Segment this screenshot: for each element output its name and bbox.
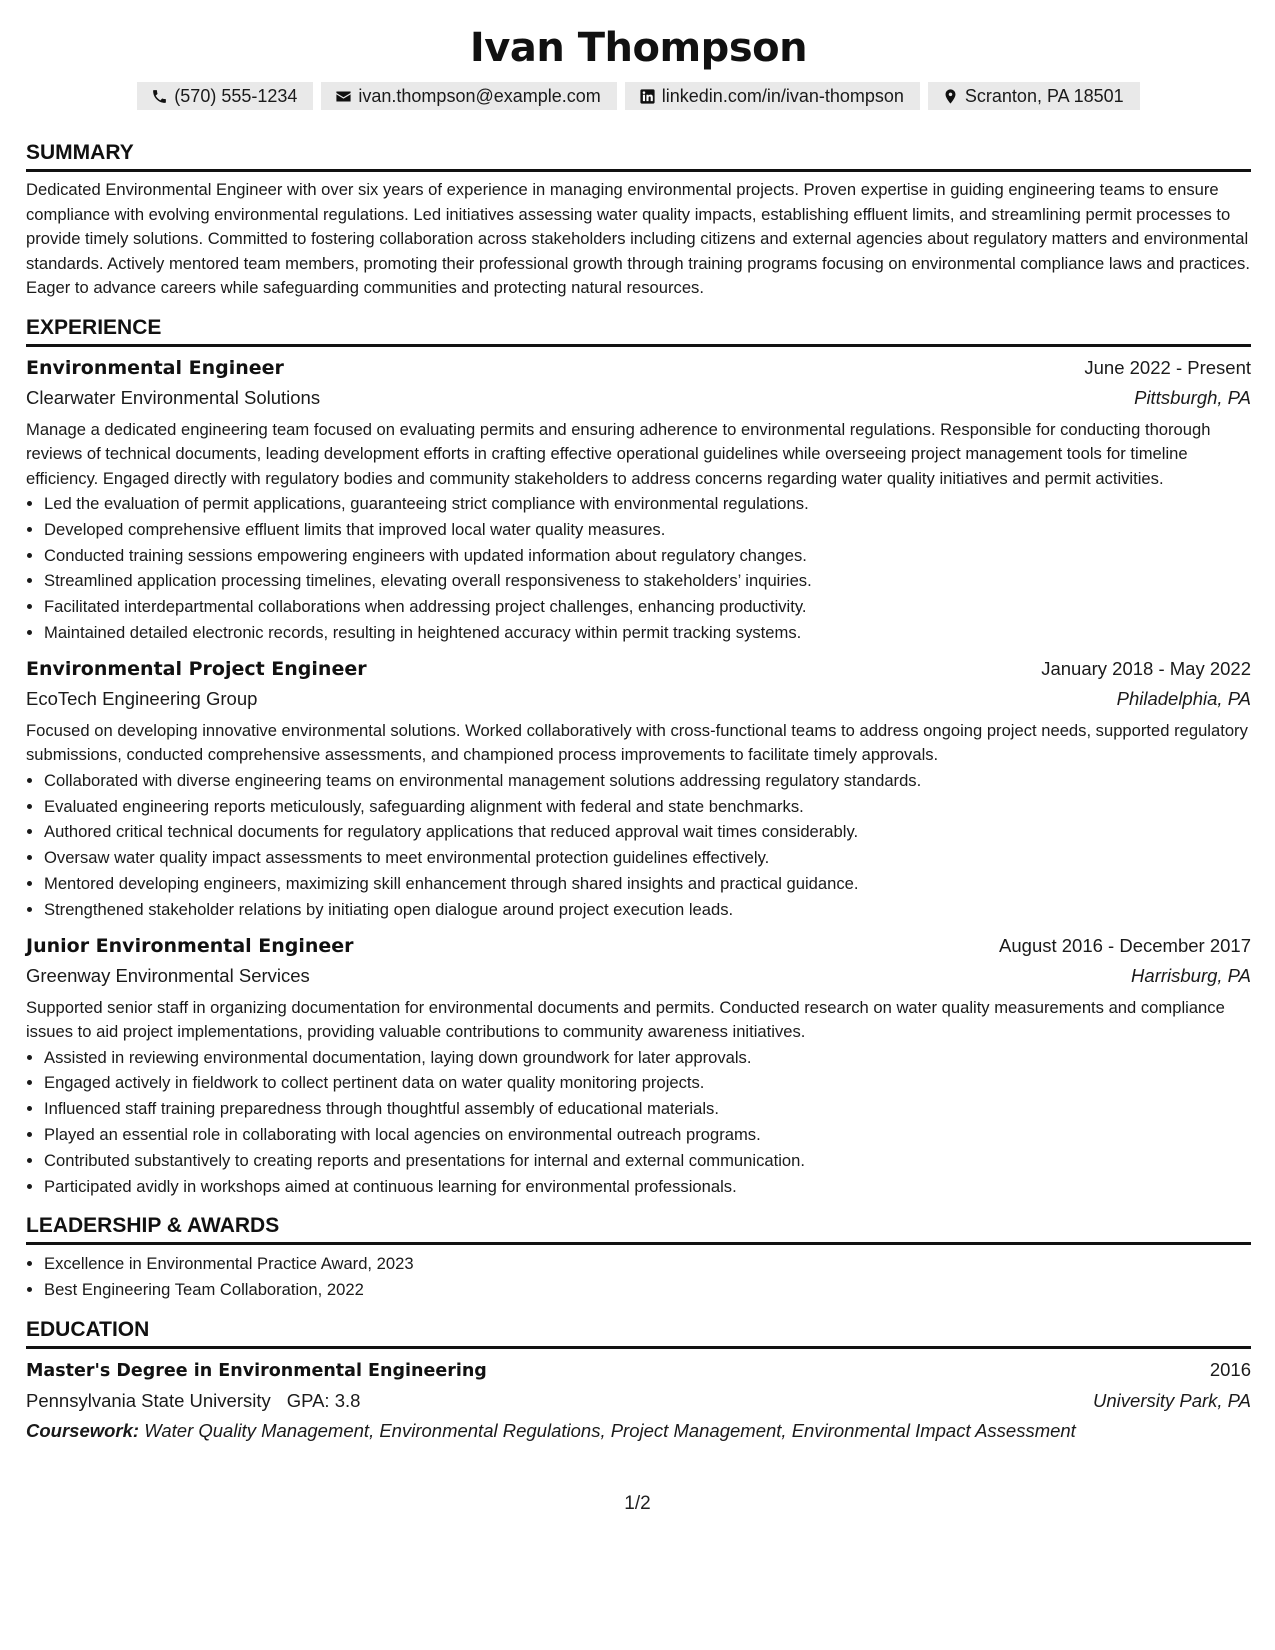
- bullet-item: • Oversaw water quality impact assessments to meet environmental protection guidelines effectively.: [44, 845, 1251, 871]
- job-description: Manage a dedicated engineering team focused on evaluating permits and ensuring adherence to environmental regulations. Responsible for conducting thorough reviews of technical documents, leading development efforts in crafting effective operational guidelines while overseeing project management tools for timeline efficiency. Engaged directly with regulatory bodies and community stakeholders to address concerns regarding water quality initiatives and permit activities.: [26, 419, 1211, 488]
- gpa: GPA: 3.8: [286, 1389, 361, 1411]
- job-company: EcoTech Engineering Group: [26, 687, 258, 709]
- experience-heading: EXPERIENCE: [26, 315, 1251, 347]
- bullet-item: • Led the evaluation of permit applications, guaranteeing strict compliance with environmental regulations.: [44, 491, 1251, 517]
- bullet-item: • Played an essential role in collaborating with local agencies on environmental outreach programs.: [44, 1122, 1251, 1148]
- job-entry: [26, 353, 1251, 646]
- coursework-list: Water Quality Management, Environmental Regulations, Project Management, Environmental Impact Assessment: [144, 1419, 1076, 1441]
- map-marker-icon: [942, 88, 959, 105]
- job-company: Clearwater Environmental Solutions: [26, 386, 321, 408]
- bullet-item: • Strengthened stakeholder relations by initiating open dialogue around project execution leads.: [44, 897, 1251, 923]
- awards-list: [26, 1251, 1251, 1303]
- job-title: Environmental Project Engineer: [26, 657, 367, 680]
- job-description: Supported senior staff in organizing documentation for environmental documents and permits. Conducted research on water quality measurements and compliance issues to aid project implementations, providing valuable contributions to community awareness initiatives.: [26, 997, 1225, 1042]
- contact-phone[interactable]: [137, 82, 313, 110]
- job-dates: August 2016 - December 2017: [999, 934, 1251, 956]
- education-section: [26, 1317, 1251, 1446]
- bullet-item: • Streamlined application processing timelines, elevating overall responsiveness to stakeholders’ inquiries.: [44, 568, 1251, 594]
- contact-bar: [26, 82, 1251, 110]
- bullet-item: • Collaborated with diverse engineering teams on environmental management solutions addressing regulatory standards.: [44, 768, 1251, 794]
- page-number: 1/2: [624, 1493, 651, 1514]
- summary-heading: SUMMARY: [26, 140, 1251, 172]
- phone-text: (570) 555-1234: [174, 86, 298, 106]
- contact-linkedin[interactable]: [625, 82, 920, 110]
- school-line: [26, 1386, 360, 1416]
- bullet-item: • Evaluated engineering reports meticulously, safeguarding alignment with federal and state benchmarks.: [44, 794, 1251, 820]
- candidate-name: Ivan Thompson: [469, 25, 808, 71]
- job-dates: January 2018 - May 2022: [1041, 657, 1251, 679]
- job-title: Junior Environmental Engineer: [26, 934, 354, 957]
- leadership-section: [26, 1213, 1251, 1303]
- location-text: Scranton, PA 18501: [964, 86, 1124, 106]
- summary-text: Dedicated Environmental Engineer with over six years of experience in managing environmental projects. Proven expertise in guiding engineering teams to ensure compliance with evolving environmental regulations. Led initiatives assessing water quality impacts, establishing effluent limits, and streamlining permit processes to provide timely solutions. Committed to fostering collaboration across stakeholders including citizens and external agencies about regulatory matters and environmental standards. Actively mentored team members, promoting their professional growth through training programs focusing on environmental compliance laws and practices. Eager to advance careers while safeguarding communities and protecting natural resources.: [26, 180, 1250, 297]
- job-title: Environmental Engineer: [26, 356, 284, 379]
- job-description: Focused on developing innovative environmental solutions. Worked collaboratively with cross-functional teams to address ongoing project needs, supported regulatory submissions, conducted comprehensive assessments, and championed process improvements to facilitate timely approvals.: [26, 720, 1248, 765]
- job-entry: [26, 931, 1251, 1200]
- job-location: Pittsburgh, PA: [1134, 386, 1251, 408]
- job-dates: June 2022 - Present: [1084, 356, 1251, 378]
- bullet-item: • Facilitated interdepartmental collaborations when addressing project challenges, enhancing productivity.: [44, 594, 1251, 620]
- coursework: [26, 1416, 1251, 1446]
- job-entry: [26, 654, 1251, 923]
- envelope-icon: [335, 88, 352, 105]
- degree-title: Master's Degree in Environmental Engineering: [26, 1360, 487, 1381]
- bullet-item: • Contributed substantively to creating reports and presentations for internal and external communication.: [44, 1148, 1251, 1174]
- experience-section: [26, 315, 1251, 1200]
- bullet-item: • Engaged actively in fieldwork to collect pertinent data on water quality monitoring projects.: [44, 1070, 1251, 1096]
- job-location: Harrisburg, PA: [1131, 964, 1251, 986]
- linkedin-text: linkedin.com/in/ivan-thompson: [661, 86, 904, 106]
- resume-page: [26, 18, 1251, 1460]
- school-location: University Park, PA: [1093, 1389, 1251, 1411]
- school-name: Pennsylvania State University: [26, 1389, 271, 1411]
- bullet-item: • Conducted training sessions empowering engineers with updated information about regulatory changes.: [44, 543, 1251, 569]
- bullet-item: • Participated avidly in workshops aimed at continuous learning for environmental professionals.: [44, 1174, 1251, 1200]
- bullet-item: • Mentored developing engineers, maximizing skill enhancement through shared insights and practical guidance.: [44, 871, 1251, 897]
- linkedin-icon: [639, 88, 656, 105]
- bullet-item: • Maintained detailed electronic records, resulting in heightened accuracy within permit tracking systems.: [44, 620, 1251, 646]
- phone-icon: [151, 88, 168, 105]
- job-company: Greenway Environmental Services: [26, 964, 310, 986]
- coursework-label: Coursework:: [26, 1419, 140, 1441]
- bullet-item: • Developed comprehensive effluent limits that improved local water quality measures.: [44, 517, 1251, 543]
- award-item: • Best Engineering Team Collaboration, 2022: [44, 1277, 1251, 1303]
- job-bullets: [26, 768, 1251, 923]
- job-bullets: [26, 1045, 1251, 1200]
- bullet-item: • Assisted in reviewing environmental documentation, laying down groundwork for later approvals.: [44, 1045, 1251, 1071]
- job-location: Philadelphia, PA: [1116, 687, 1251, 709]
- summary-section: [26, 140, 1251, 301]
- graduation-year: 2016: [1209, 1358, 1251, 1380]
- leadership-heading: LEADERSHIP & AWARDS: [26, 1213, 1251, 1245]
- email-text: ivan.thompson@example.com: [358, 86, 601, 106]
- contact-email[interactable]: [321, 82, 616, 110]
- contact-location: [928, 82, 1140, 110]
- award-item: • Excellence in Environmental Practice Award, 2023: [44, 1251, 1251, 1277]
- bullet-item: • Influenced staff training preparedness through thoughtful assembly of educational materials.: [44, 1096, 1251, 1122]
- job-bullets: [26, 491, 1251, 646]
- bullet-item: • Authored critical technical documents for regulatory applications that reduced approval wait times considerably.: [44, 819, 1251, 845]
- education-heading: EDUCATION: [26, 1317, 1251, 1349]
